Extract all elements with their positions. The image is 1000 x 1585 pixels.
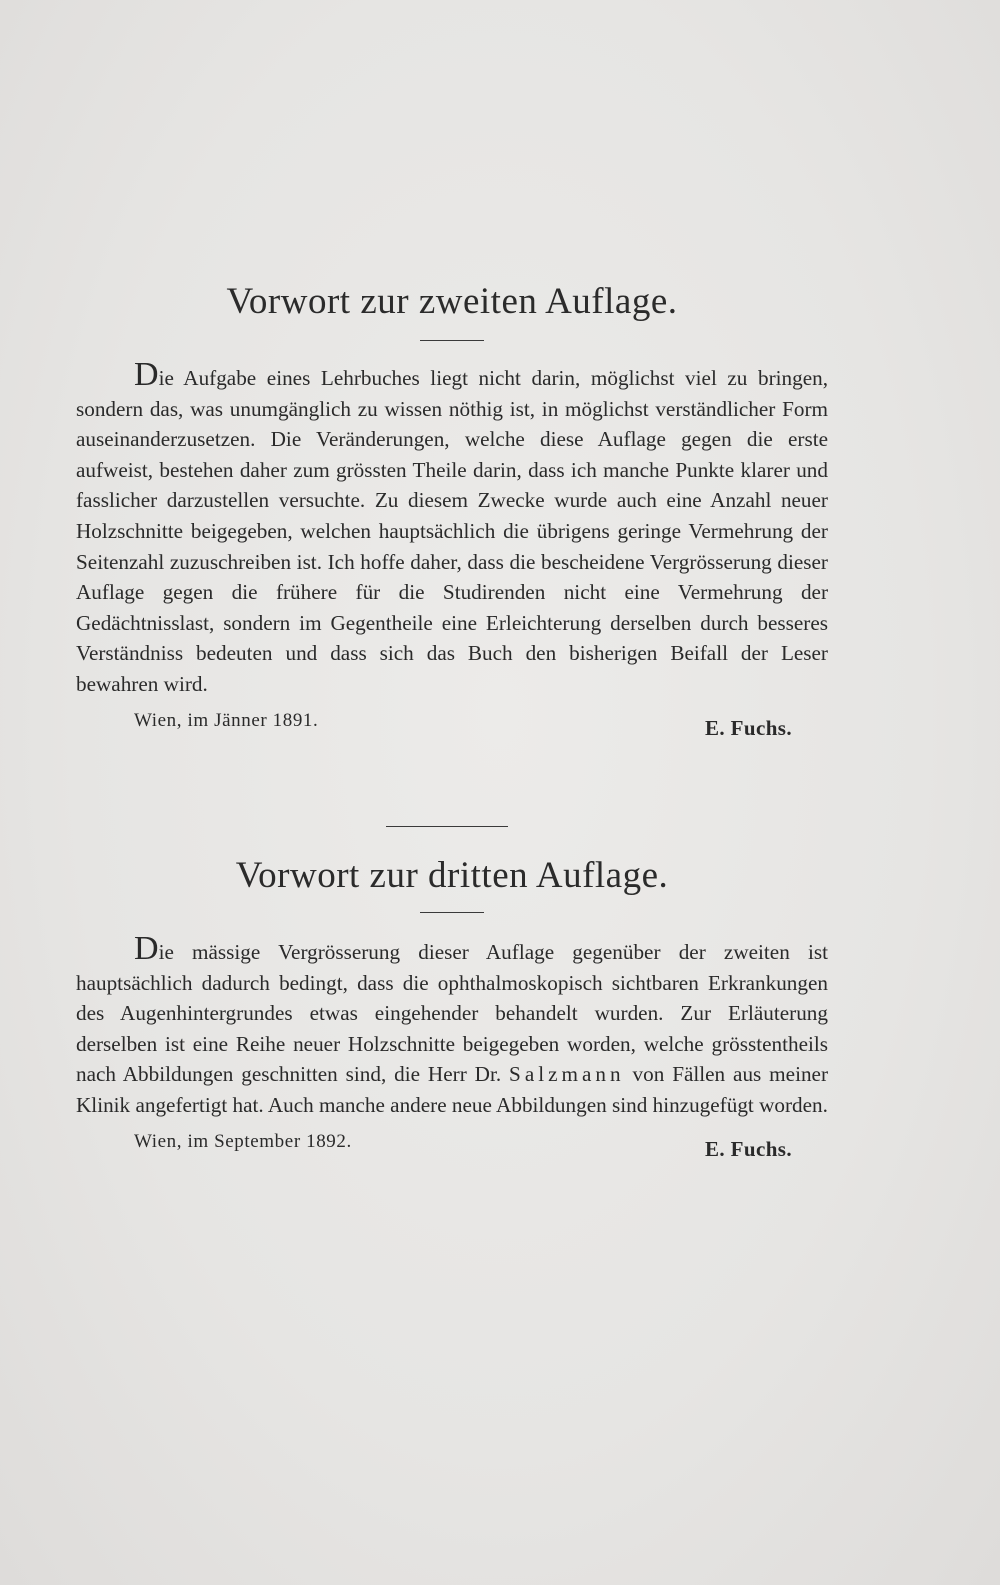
author-signature: E. Fuchs.: [704, 1136, 792, 1161]
preface-second-title: Vorwort zur zweiten Auflage.: [226, 281, 678, 322]
preface-third-text-1: ie mässige Vergrösserung dieser Auflage gegenüber der zweiten ist hauptsächlich dadurch bedingt, dass die ophthalmoskopisch sichtbaren Erkrankungen des Augenhintergrundes etwas eingehender behandelt wurden. Zur Erläuterung derselben ist eine Reihe neuer Holzschnitte beigegeben worden, welche grösstentheils nach Abbildungen geschnitten sind, die Herr Dr.: [76, 940, 828, 1087]
title-underline: [420, 912, 484, 913]
preface-second-section: [76, 280, 828, 744]
place-date: Wien, im September 1892.: [134, 1130, 352, 1152]
drop-cap: D: [134, 356, 159, 393]
preface-third-text-2: von Fällen aus meiner Klinik angefertigt hat. Auch manche andere neue Abbildungen sind hinzugefügt worden.: [76, 1062, 829, 1117]
preface-third-body: [76, 930, 829, 1121]
author-signature: E. Fuchs.: [704, 715, 792, 740]
preface-second-body: [76, 356, 828, 700]
section-divider: [386, 826, 508, 827]
preface-second-signature: [76, 710, 828, 744]
drop-cap: D: [134, 930, 159, 967]
person-name: Salzmann: [509, 1062, 625, 1087]
place-date: Wien, im Jänner 1891.: [134, 709, 319, 731]
preface-second-text: ie Aufgabe eines Lehrbuches liegt nicht darin, möglichst viel zu bringen, sondern das, was unumgänglich zu wissen nöthig ist, in möglichst verständlicher Form auseinanderzusetzen. Die Veränderungen, welche diese Auflage gegen die erste aufweist, bestehen daher zum grössten Theile darin, dass ich manche Punkte klarer und fasslicher darzustellen versuchte. Zu diesem Zwecke wurde auch eine Anzahl neuer Holzschnitte beigegeben, welchen hauptsächlich die übrigens geringe Vermehrung der Seitenzahl zuzuschreiben ist. Ich hoffe daher, dass die bescheidene Vergrösserung dieser Auflage gegen die frühere für die Studirenden nicht eine Vermehrung der Gedächtnisslast, sondern im Gegentheile eine Erleichterung derselben durch besseres Verständniss bedeuten und dass sich das Buch den bisherigen Beifall der Leser bewahren wird.: [76, 366, 828, 696]
preface-third-section: [76, 854, 828, 1165]
preface-third-title: Vorwort zur dritten Auflage.: [235, 855, 669, 896]
title-underline: [420, 340, 484, 341]
preface-third-signature: [76, 1131, 828, 1165]
